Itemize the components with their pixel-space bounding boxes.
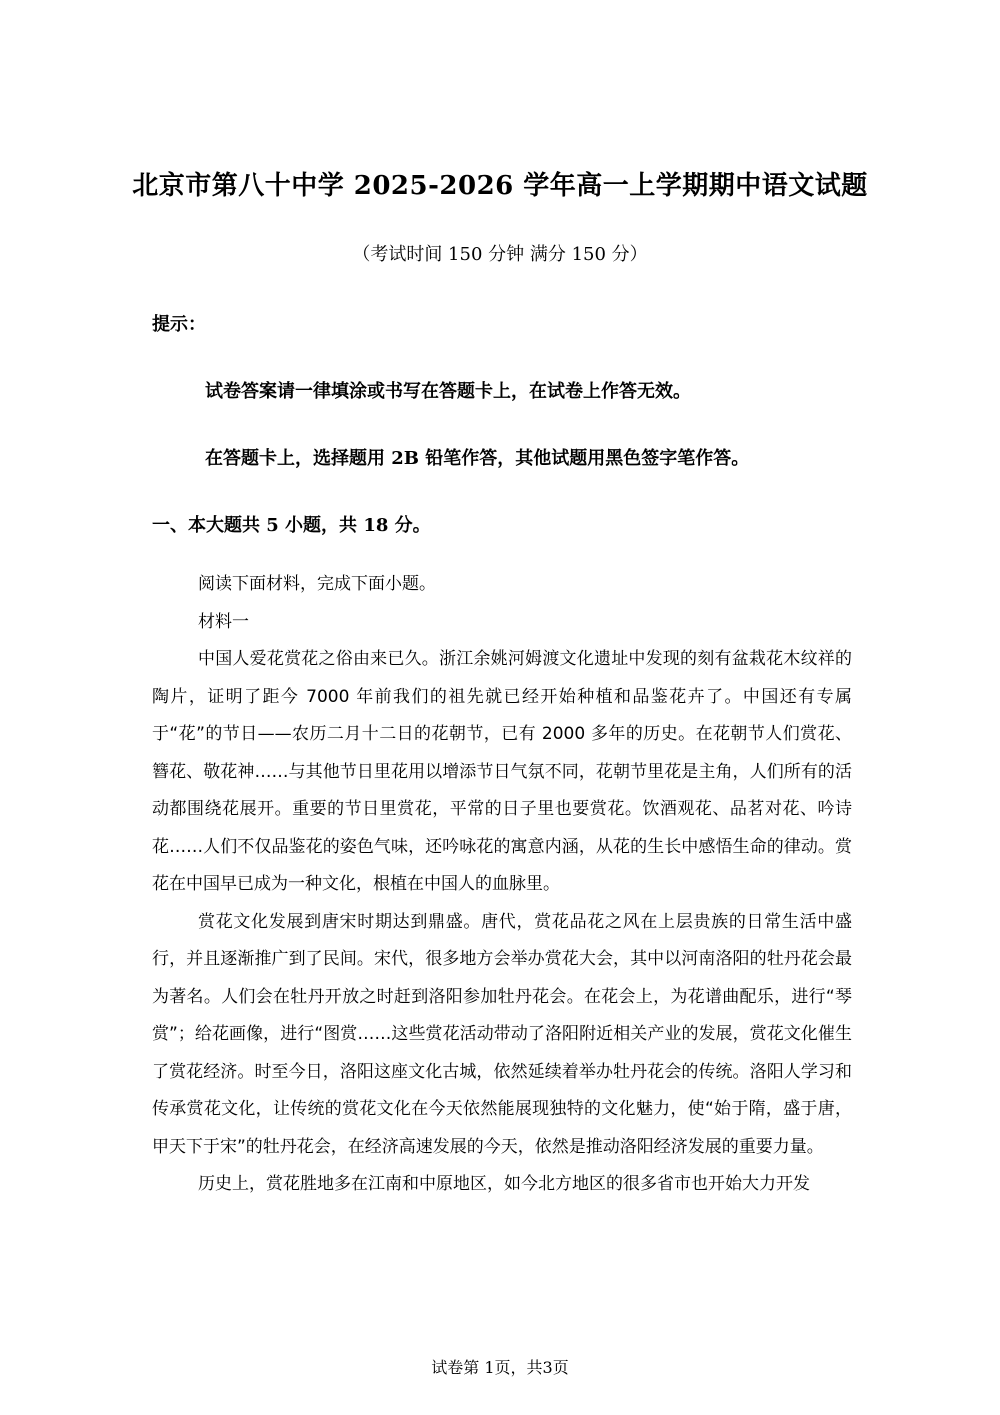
section-heading: 一、本大题共 5 小题，共 18 分。	[152, 515, 431, 536]
notice-pen-usage: 在答题卡上，选择题用 2B 铅笔作答，其他试题用黑色签字笔作答。	[205, 448, 750, 469]
exam-subtitle: （考试时间 150 分钟 满分 150 分）	[352, 244, 648, 265]
reading-instruction: 阅读下面材料，完成下面小题。	[198, 574, 436, 594]
notice-answer-sheet: 试卷答案请一律填涂或书写在答题卡上，在试卷上作答无效。	[205, 381, 691, 402]
material-paragraph-2: 赏花文化发展到唐宋时期达到鼎盛。唐代，赏花品花之风在上层贵族的日常生活中盛行，并且逐渐推广到了民间。宋代，很多地方会举办赏花大会，其中以河南洛阳的牡丹花会最为著名。人们会在牡丹开放之时赶到洛阳参加牡丹花会。在花会上，为花谱曲配乐，进行“琴赏”；给花画像，进行“图赏……这些赏花活动带动了洛阳附近相关产业的发展，赏花文化催生了赏花经济。时至今日，洛阳这座文化古城，依然延续着举办牡丹花会的传统。洛阳人学习和传承赏花文化，让传统的赏花文化在今天依然能展现独特的文化魅力，使“始于隋，盛于唐，甲天下于宋”的牡丹花会，在经济高速发展的今天，依然是推动洛阳经济发展的重要力量。	[152, 911, 852, 1157]
hint-label: 提示：	[152, 314, 206, 335]
exam-title: 北京市第八十中学 2025-2026 学年高一上学期期中语文试题	[132, 171, 868, 201]
reading-material	[152, 566, 852, 1204]
page-footer: 试卷第 1页，共3页	[431, 1358, 569, 1377]
material-paragraph-1: 中国人爱花赏花之俗由来已久。浙江余姚河姆渡文化遗址中发现的刻有盆栽花木纹祥的陶片，证明了距今 7000 年前我们的祖先就已经开始种植和品鉴花卉了。中国还有专属于“花”的节日——农历二月十二日的花朝节，已有 2000 多年的历史。在花朝节人们赏花、簪花、敬花神……与其他节日里花用以增添节日气氛不同，花朝节里花是主角，人们所有的活动都围绕花展开。重要的节日里赏花，平常的日子里也要赏花。饮酒观花、品茗对花、吟诗花……人们不仅品鉴花的姿色气味，还吟咏花的寓意内涵，从花的生长中感悟生命的律动。赏花在中国早已成为一种文化，根植在中国人的血脉里。	[152, 649, 852, 894]
material-label: 材料一	[198, 611, 249, 632]
material-paragraph-3: 历史上，赏花胜地多在江南和中原地区，如今北方地区的很多省市也开始大力开发	[198, 1174, 810, 1194]
